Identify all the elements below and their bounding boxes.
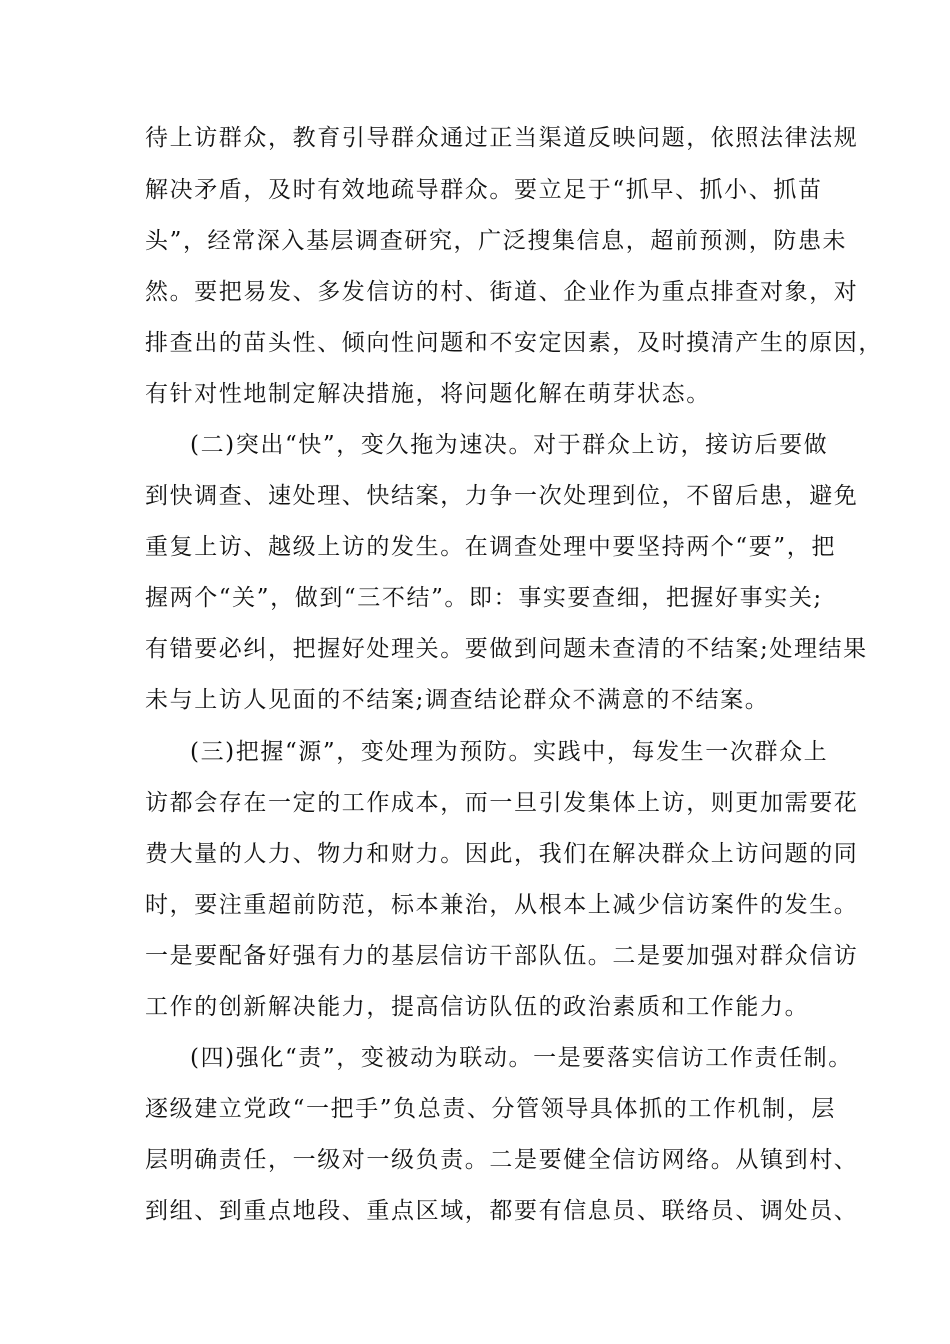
- text-line: 待上访群众，教育引导群众通过正当渠道反映问题，依照法律法规: [145, 125, 859, 151]
- text-line: 时，要注重超前防范，标本兼治，从根本上减少信访案件的发生。: [145, 892, 859, 918]
- text-line: 访都会存在一定的工作成本，而一旦引发集体上访，则更加需要花: [145, 790, 859, 816]
- text-line: 头”，经常深入基层调查研究，广泛搜集信息，超前预测，防患未: [145, 228, 848, 254]
- text-line: 未与上访人见面的不结案;调查结论群众不满意的不结案。: [145, 687, 770, 713]
- text-line: 解决矛盾，及时有效地疏导群众。要立足于“抓早、抓小、抓苗: [145, 177, 823, 203]
- text-line: 到快调查、速处理、快结案，力争一次处理到位，不留后患，避免: [145, 483, 859, 509]
- text-line: 到组、到重点地段、重点区域，都要有信息员、联络员、调处员、: [145, 1198, 859, 1224]
- text-line: 工作的创新解决能力，提高信访队伍的政治素质和工作能力。: [145, 994, 810, 1020]
- paragraph-heading-line: (二)突出“快”，变久拖为速决。对于群众上访，接访后要做: [190, 432, 829, 458]
- paragraph-heading-line: (三)把握“源”，变处理为预防。实践中，每发生一次群众上: [190, 739, 829, 765]
- text-line: 一是要配备好强有力的基层信访干部队伍。二是要加强对群众信访: [145, 943, 859, 969]
- text-line: 然。要把易发、多发信访的村、街道、企业作为重点排查对象，对: [145, 279, 859, 305]
- text-line: 有错要必纠，把握好处理关。要做到问题未查清的不结案;处理结果: [145, 636, 868, 662]
- text-line: 费大量的人力、物力和财力。因此，我们在解决群众上访问题的同: [145, 841, 859, 867]
- text-line: 重复上访、越级上访的发生。在调查处理中要坚持两个“要”，把: [145, 534, 836, 560]
- text-line: 有针对性地制定解决措施，将问题化解在萌芽状态。: [145, 381, 711, 407]
- paragraph-heading-line: (四)强化“责”，变被动为联动。一是要落实信访工作责任制。: [190, 1045, 853, 1071]
- text-line: 排查出的苗头性、倾向性问题和不安定因素，及时摸清产生的原因，: [145, 330, 883, 356]
- text-line: 层明确责任，一级对一级负责。二是要健全信访网络。从镇到村、: [145, 1147, 859, 1173]
- text-line: 握两个“关”，做到“三不结”。即：事实要查细，把握好事实关;: [145, 585, 823, 611]
- text-line: 逐级建立党政“一把手”负总责、分管领导具体抓的工作机制，层: [145, 1096, 836, 1122]
